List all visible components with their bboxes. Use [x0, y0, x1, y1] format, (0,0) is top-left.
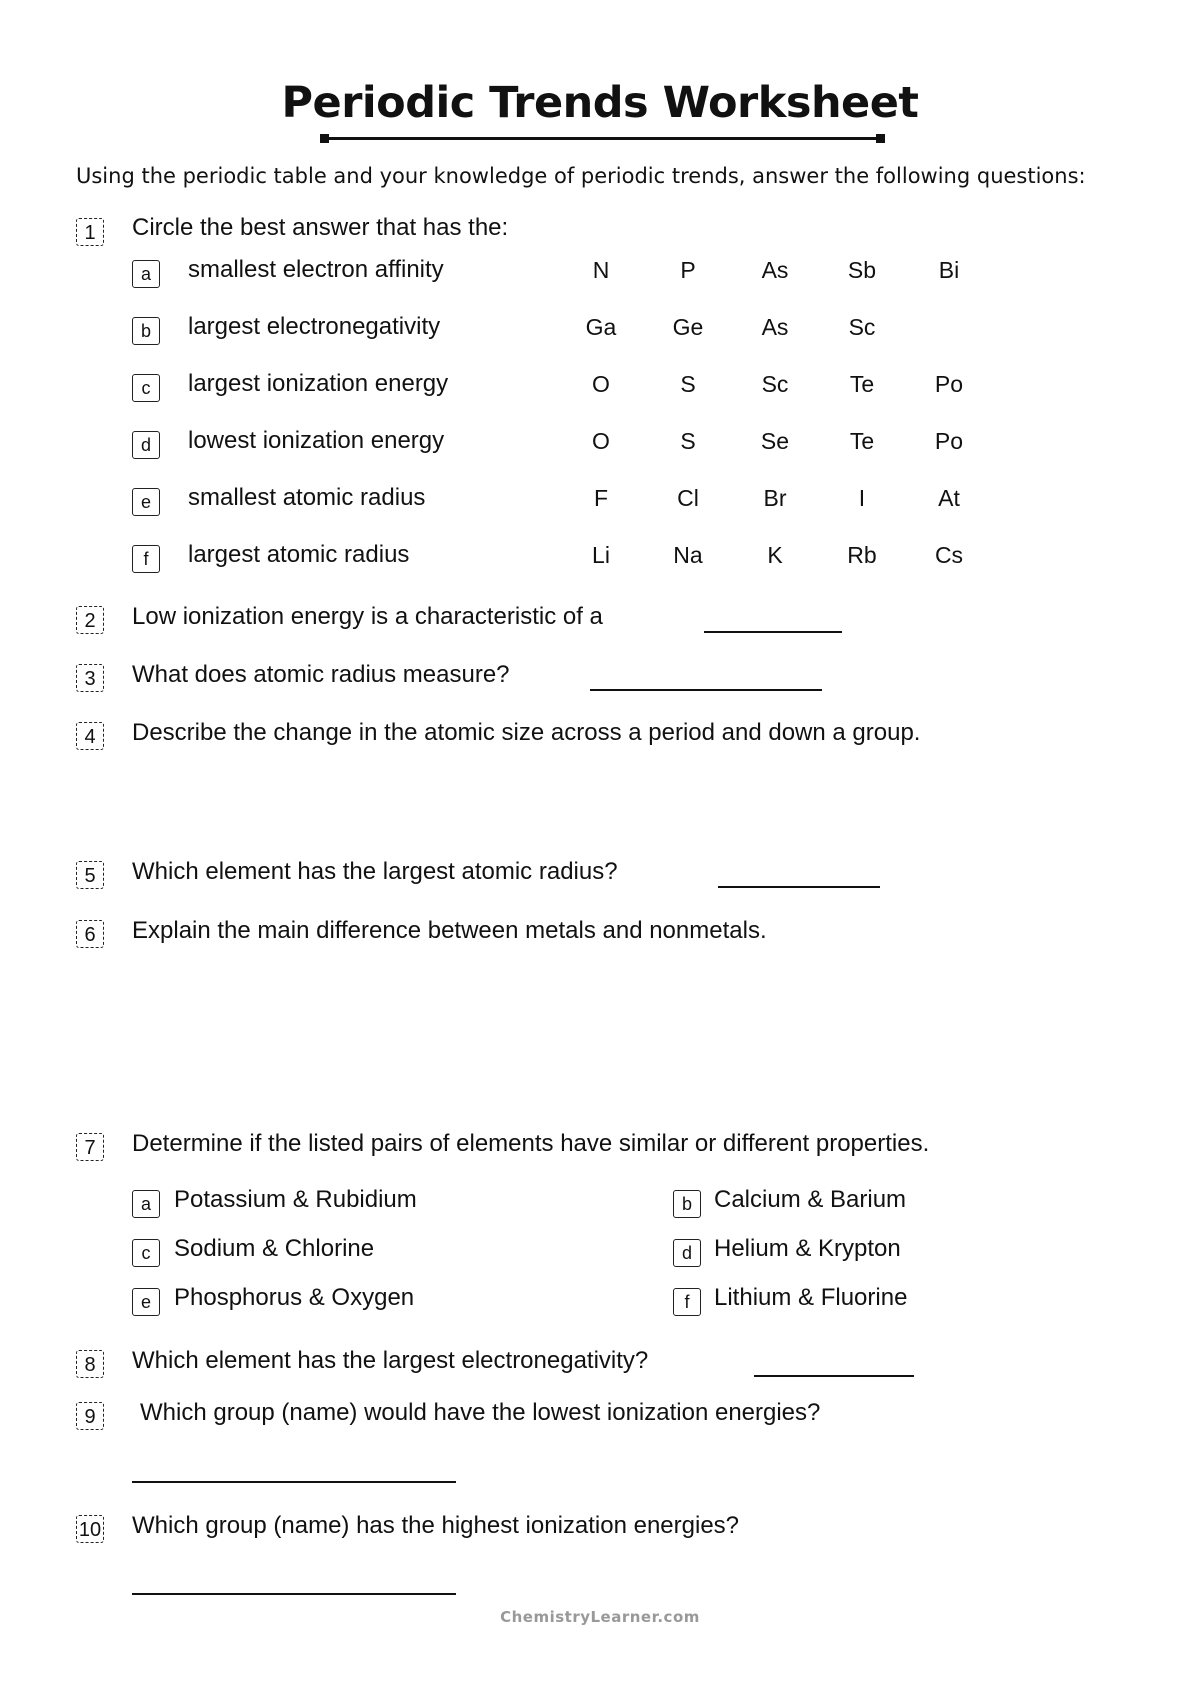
question-number: 3	[76, 664, 104, 692]
element-choice[interactable]: Cs	[934, 542, 964, 568]
sub-item-letter: d	[132, 431, 160, 459]
element-choice[interactable]: Na	[673, 542, 703, 568]
sub-item-letter: c	[132, 374, 160, 402]
sub-item-letter: a	[132, 260, 160, 288]
pair-letter: a	[132, 1190, 160, 1218]
element-choice[interactable]: F	[593, 485, 609, 511]
element-choice[interactable]: As	[761, 257, 789, 283]
sub-item-label: largest ionization energy	[188, 370, 449, 397]
element-choice[interactable]: S	[680, 428, 696, 454]
question-text: Circle the best answer that has the:	[132, 214, 509, 241]
element-choice[interactable]: At	[938, 485, 960, 511]
pair-label: Lithium & Fluorine	[714, 1284, 908, 1311]
element-choice[interactable]: K	[767, 542, 783, 568]
title-underline-cap-left	[320, 134, 329, 143]
element-choice[interactable]: Li	[592, 542, 610, 568]
sub-item-letter: f	[132, 545, 160, 573]
answer-line[interactable]	[704, 631, 842, 633]
element-choice[interactable]: Sc	[761, 371, 789, 397]
question-number: 10	[76, 1515, 104, 1543]
question-number: 9	[76, 1402, 104, 1430]
question-number: 1	[76, 218, 104, 246]
question-text: Which group (name) has the highest ionization energies?	[132, 1512, 740, 1539]
footer-watermark: ChemistryLearner.com	[500, 1608, 700, 1626]
title-underline	[324, 137, 880, 140]
question-number: 8	[76, 1350, 104, 1378]
element-choice[interactable]: N	[592, 257, 610, 283]
element-choice[interactable]: Po	[934, 371, 964, 397]
sub-item-letter: e	[132, 488, 160, 516]
question-number: 5	[76, 861, 104, 889]
page-title: Periodic Trends Worksheet	[281, 78, 919, 128]
sub-item-label: largest electronegativity	[188, 313, 441, 340]
element-choice[interactable]: Rb	[847, 542, 877, 568]
answer-line[interactable]	[132, 1481, 456, 1483]
element-choice[interactable]: I	[858, 485, 866, 511]
pair-letter: e	[132, 1288, 160, 1316]
element-choice[interactable]: Cl	[677, 485, 699, 511]
question-text: Which element has the largest atomic radius?	[132, 858, 618, 885]
question-number: 2	[76, 606, 104, 634]
answer-line[interactable]	[590, 689, 822, 691]
element-choice[interactable]: Br	[763, 485, 787, 511]
element-choice[interactable]: S	[680, 371, 696, 397]
element-choice[interactable]: As	[761, 314, 789, 340]
element-choice[interactable]: Te	[849, 428, 875, 454]
pair-letter: b	[673, 1190, 701, 1218]
instructions: Using the periodic table and your knowledge of periodic trends, answer the following questions:	[76, 164, 1086, 188]
element-choice[interactable]: Bi	[938, 257, 960, 283]
question-number: 7	[76, 1133, 104, 1161]
question-number: 4	[76, 722, 104, 750]
sub-item-label: lowest ionization energy	[188, 427, 445, 454]
pair-letter: c	[132, 1239, 160, 1267]
pair-label: Sodium & Chlorine	[174, 1235, 375, 1262]
pair-letter: f	[673, 1288, 701, 1316]
pair-letter: d	[673, 1239, 701, 1267]
element-choice[interactable]: O	[592, 428, 610, 454]
pair-label: Phosphorus & Oxygen	[174, 1284, 415, 1311]
element-choice[interactable]: P	[680, 257, 696, 283]
sub-item-label: smallest electron affinity	[188, 256, 444, 283]
question-text: Low ionization energy is a characteristic of a	[132, 603, 603, 630]
element-choice[interactable]: Po	[934, 428, 964, 454]
element-choice[interactable]: O	[592, 371, 610, 397]
pair-label: Calcium & Barium	[714, 1186, 907, 1213]
question-text: Determine if the listed pairs of elements have similar or different properties.	[132, 1130, 930, 1157]
element-choice[interactable]: Sb	[847, 257, 877, 283]
question-text: Describe the change in the atomic size across a period and down a group.	[132, 719, 921, 746]
sub-item-label: smallest atomic radius	[188, 484, 426, 511]
question-text: Which element has the largest electronegativity?	[132, 1347, 649, 1374]
element-choice[interactable]: Se	[760, 428, 790, 454]
element-choice[interactable]: Te	[849, 371, 875, 397]
question-number: 6	[76, 920, 104, 948]
question-text: What does atomic radius measure?	[132, 661, 510, 688]
pair-label: Potassium & Rubidium	[174, 1186, 417, 1213]
sub-item-label: largest atomic radius	[188, 541, 410, 568]
pair-label: Helium & Krypton	[714, 1235, 901, 1262]
answer-line[interactable]	[754, 1375, 914, 1377]
sub-item-letter: b	[132, 317, 160, 345]
question-text: Which group (name) would have the lowest ionization energies?	[140, 1399, 821, 1426]
element-choice[interactable]: Sc	[848, 314, 876, 340]
title-underline-cap-right	[876, 134, 885, 143]
question-text: Explain the main difference between metals and nonmetals.	[132, 917, 767, 944]
element-choice[interactable]: Ga	[585, 314, 617, 340]
answer-line[interactable]	[718, 886, 880, 888]
answer-line[interactable]	[132, 1593, 456, 1595]
element-choice[interactable]: Ge	[672, 314, 704, 340]
